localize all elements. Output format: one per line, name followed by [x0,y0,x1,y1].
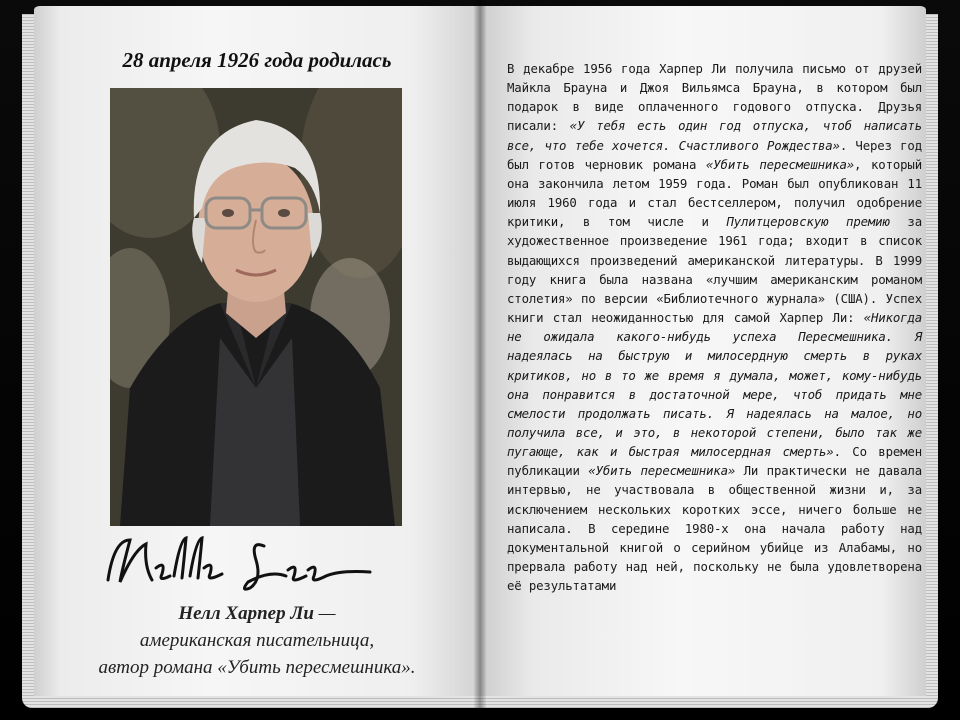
caption-dash: — [313,603,336,624]
signature [100,530,380,596]
text-segment: . Со времен публикации [507,445,922,479]
text-segment: Ли практически не давала интервью, не участвовала в общественной жизни и, за исключением нескольких коротких эссе, ничего больше не написала. В середине 1980-х она начала работу над документальной книгой о серийном убийце из Алабамы, но прервала работу над ней, поскольку не была удовлетворена её результатами [507,464,922,594]
text-segment: , который она закончила летом 1959 года. Роман был опубликован 11 июля 1960 года и стал бестселлером, получил одобрение критики, в том числе и [507,157,922,230]
caption-line-3: автор романа «Убить пересмешника». [98,657,416,678]
biography-text [507,60,922,596]
page-title: 28 апреля 1926 года родилась [122,48,392,72]
text-segment: . Через год был готов черновик романа [507,138,922,172]
author-name: Нелл Харпер Ли [178,603,314,624]
portrait-photo [110,88,402,526]
quote-segment: Пулитцеровскую премию [726,215,890,230]
quote-segment: «Убить пересмешника» [705,157,855,172]
quote-segment: «У тебя есть один год отпуска, чтоб написать все, что тебе хочется. Счастливого Рождества» [507,119,922,153]
quote-segment: «Никогда не ожидала какого-нибудь успеха Пересмешника. Я надеялась на быструю и милосердную смерть в руках критиков, но в то же время я думала, может, кому-нибудь она понравится в достаточной мере, чтоб придать мне смелости продолжать писать. Я надеялась на малое, но получила все, и это, в некоторой степени, было так же пугающе, как и быстрая милосердная смерть» [507,311,922,460]
quote-segment: «Убить пересмешника» [588,464,736,479]
caption-line-2: американская писательница, [139,630,375,651]
caption [34,600,480,681]
text-segment: В декабре 1956 года Харпер Ли получила письмо от друзей Майкла Брауна и Джоя Вильямса Брауна, в котором был подарок в виде оплаченного годового отпуска. Друзья писали: [507,62,922,134]
text-segment: за художественное произведение 1961 года; входит в список выдающихся произведений американской литературы. В 1999 году книга была названа «лучшим американским романом столетия» по версии «Библиотечного журнала» (США). Успех книги стал неожиданностью для самой Харпер Ли: [507,215,922,326]
